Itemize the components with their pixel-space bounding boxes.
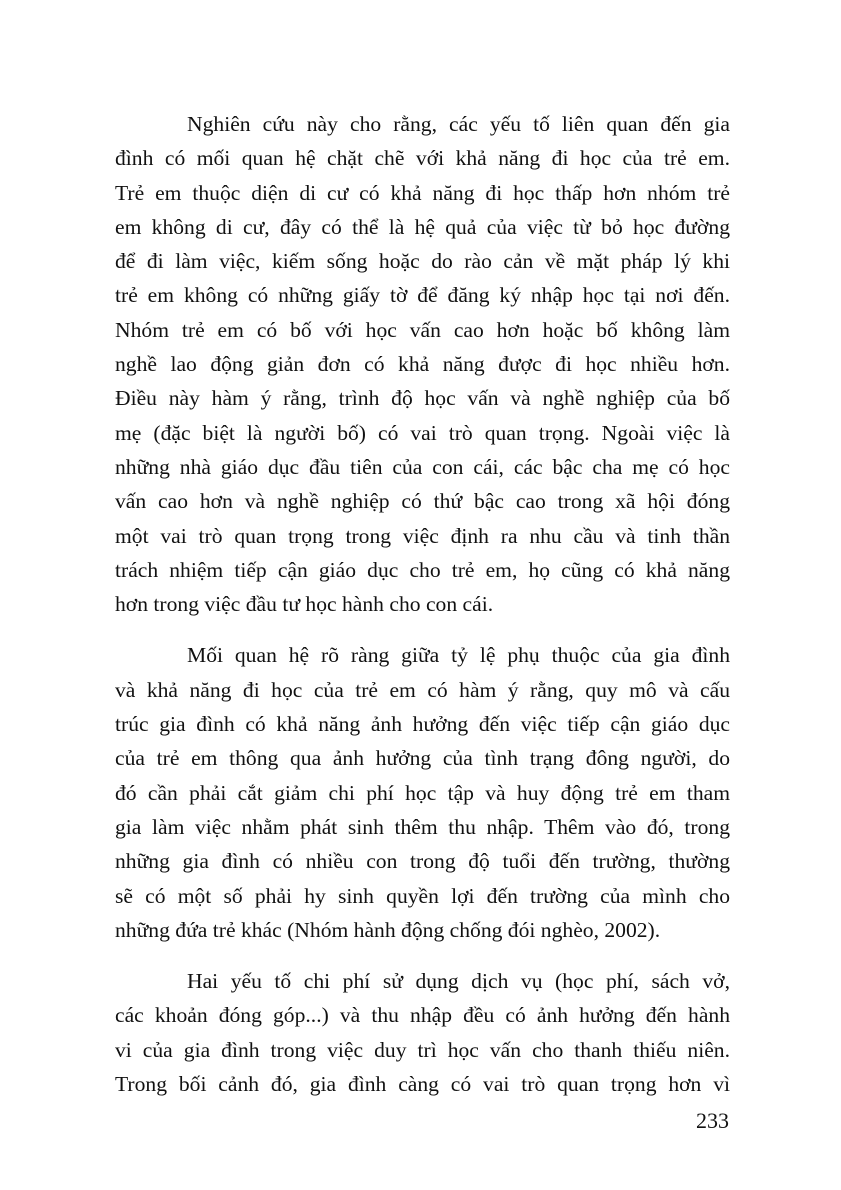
text-line: để đi làm việc, kiếm sống hoặc do rào cản về mặt pháp lý khi	[115, 249, 730, 274]
text-line: các khoản đóng góp...) và thu nhập đều có ảnh hưởng đến hành	[115, 1003, 730, 1028]
text-line: đó cần phải cắt giảm chi phí học tập và huy động trẻ em tham	[115, 780, 730, 805]
text-line: của trẻ em thông qua ảnh hưởng của tình trạng đông người, do	[115, 746, 730, 771]
text-line: những nhà giáo dục đầu tiên của con cái, các bậc cha mẹ có học	[115, 454, 730, 479]
text-line: Trong bối cảnh đó, gia đình càng có vai trò quan trọng hơn vì	[115, 1072, 730, 1097]
text-line: hơn trong việc đầu tư học hành cho con cái.	[115, 592, 494, 617]
text-line: những đứa trẻ khác (Nhóm hành động chống đói nghèo, 2002).	[115, 917, 661, 942]
page-number: 233	[696, 1108, 729, 1133]
text-line: vi của gia đình trong việc duy trì học vấn cho thanh thiếu niên.	[115, 1037, 730, 1062]
text-line: em không di cư, đây có thể là hệ quả của việc từ bỏ học đường	[115, 214, 730, 239]
text-line: gia làm việc nhằm phát sinh thêm thu nhập. Thêm vào đó, trong	[115, 814, 730, 839]
document-page	[115, 107, 730, 1101]
text-line: vấn cao hơn và nghề nghiệp có thứ bậc cao trong xã hội đóng	[115, 489, 730, 514]
text-line: trẻ em không có những giấy tờ để đăng ký nhập học tại nơi đến.	[115, 283, 730, 308]
text-line: Hai yếu tố chi phí sử dụng dịch vụ (học phí, sách vở,	[187, 969, 730, 994]
text-line: Nhóm trẻ em có bố với học vấn cao hơn hoặc bố không làm	[115, 317, 730, 342]
text-line: những gia đình có nhiều con trong độ tuổi đến trường, thường	[115, 849, 730, 874]
text-line: mẹ (đặc biệt là người bố) có vai trò quan trọng. Ngoài việc là	[115, 420, 730, 445]
text-line: nghề lao động giản đơn có khả năng được đi học nhiều hơn.	[115, 352, 730, 377]
text-line: và khả năng đi học của trẻ em có hàm ý rằng, quy mô và cấu	[115, 677, 730, 702]
paragraph-cost-income	[115, 964, 730, 1101]
text-line: một vai trò quan trọng trong việc định ra nhu cầu và tinh thần	[115, 523, 730, 548]
text-line: trách nhiệm tiếp cận giáo dục cho trẻ em, họ cũng có khả năng	[115, 557, 730, 582]
text-line: trúc gia đình có khả năng ảnh hưởng đến việc tiếp cận giáo dục	[115, 712, 730, 737]
text-line: Mối quan hệ rõ ràng giữa tỷ lệ phụ thuộc của gia đình	[187, 643, 730, 668]
text-line: đình có mối quan hệ chặt chẽ với khả năng đi học của trẻ em.	[115, 146, 730, 171]
text-line: sẽ có một số phải hy sinh quyền lợi đến trường của mình cho	[115, 883, 730, 908]
paragraph-dependency-ratio	[115, 638, 730, 947]
text-line: Nghiên cứu này cho rằng, các yếu tố liên quan đến gia	[187, 112, 730, 136]
paragraph-family-factors	[115, 107, 730, 621]
text-line: Điều này hàm ý rằng, trình độ học vấn và nghề nghiệp của bố	[115, 386, 730, 411]
text-line: Trẻ em thuộc diện di cư có khả năng đi học thấp hơn nhóm trẻ	[115, 180, 730, 205]
